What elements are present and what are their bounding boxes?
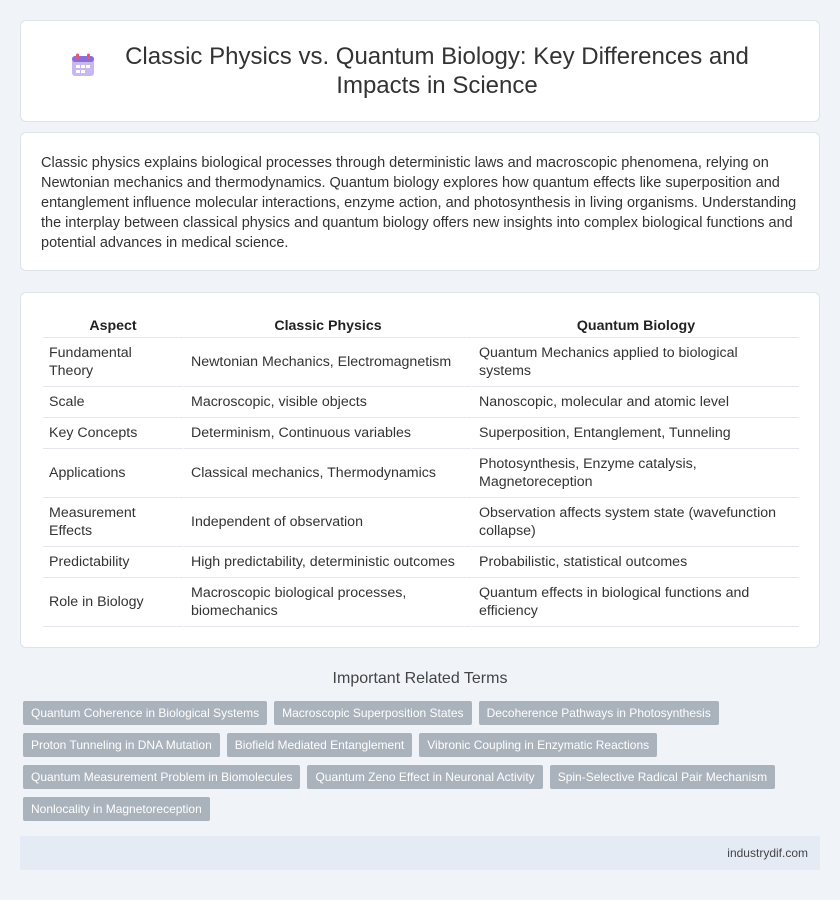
table-cell: Determinism, Continuous variables [183, 418, 471, 449]
intro-paragraph: Classic physics explains biological processes through deterministic laws and macroscopic phenomena, relying on Newtonian mechanics and thermodynamics. Quantum biology explores how quantum effects like superposition and entanglement influence molecular interactions, enzyme action, and photosynthesis in living organisms. Understanding the interplay between classical physics and quantum biology offers new insights into complex biological functions and potential advances in medical science. [41, 155, 797, 251]
table-cell: High predictability, deterministic outcomes [183, 547, 471, 578]
table-cell: Fundamental Theory [43, 338, 183, 387]
footer [20, 836, 820, 870]
calendar-icon [70, 52, 96, 78]
related-term-tag[interactable]: Biofield Mediated Entanglement [227, 733, 412, 757]
table-header-row [43, 313, 799, 338]
table-row [43, 338, 799, 387]
related-term-tag[interactable]: Quantum Coherence in Biological Systems [23, 701, 267, 725]
related-term-tag[interactable]: Spin-Selective Radical Pair Mechanism [550, 765, 775, 789]
table-cell: Quantum Mechanics applied to biological systems [471, 338, 799, 387]
header-quantum-biology: Quantum Biology [471, 313, 799, 338]
header-aspect: Aspect [43, 313, 183, 338]
related-term-tag[interactable]: Nonlocality in Magnetoreception [23, 797, 210, 821]
table-cell: Key Concepts [43, 418, 183, 449]
table-cell: Independent of observation [183, 498, 471, 547]
table-row [43, 418, 799, 449]
table-row [43, 578, 799, 627]
table-cell: Quantum effects in biological functions and efficiency [471, 578, 799, 627]
related-term-tag[interactable]: Decoherence Pathways in Photosynthesis [479, 701, 719, 725]
table-cell: Macroscopic biological processes, biomechanics [183, 578, 471, 627]
table-cell: Classical mechanics, Thermodynamics [183, 449, 471, 498]
table-cell: Predictability [43, 547, 183, 578]
related-terms-list [23, 701, 803, 821]
related-term-tag[interactable]: Quantum Measurement Problem in Biomolecules [23, 765, 300, 789]
table-cell: Scale [43, 387, 183, 418]
table-cell: Probabilistic, statistical outcomes [471, 547, 799, 578]
comparison-table-card [20, 292, 820, 648]
header-classic-physics: Classic Physics [183, 313, 471, 338]
table-cell: Applications [43, 449, 183, 498]
related-term-tag[interactable]: Proton Tunneling in DNA Mutation [23, 733, 220, 757]
table-row [43, 547, 799, 578]
table-cell: Macroscopic, visible objects [183, 387, 471, 418]
table-cell: Photosynthesis, Enzyme catalysis, Magnetoreception [471, 449, 799, 498]
table-cell: Nanoscopic, molecular and atomic level [471, 387, 799, 418]
related-term-tag[interactable]: Vibronic Coupling in Enzymatic Reactions [419, 733, 657, 757]
table-cell: Observation affects system state (wavefunction collapse) [471, 498, 799, 547]
page-title: Classic Physics vs. Quantum Biology: Key Differences and Impacts in Science [125, 43, 749, 99]
table-row [43, 498, 799, 547]
title-card [20, 20, 820, 122]
table-row [43, 449, 799, 498]
related-terms-heading: Important Related Terms [332, 670, 508, 687]
table-cell: Measurement Effects [43, 498, 183, 547]
comparison-table [43, 313, 799, 627]
intro-card [20, 132, 820, 271]
related-term-tag[interactable]: Macroscopic Superposition States [274, 701, 471, 725]
table-row [43, 387, 799, 418]
related-term-tag[interactable]: Quantum Zeno Effect in Neuronal Activity [307, 765, 542, 789]
table-cell: Role in Biology [43, 578, 183, 627]
table-cell: Superposition, Entanglement, Tunneling [471, 418, 799, 449]
table-cell: Newtonian Mechanics, Electromagnetism [183, 338, 471, 387]
footer-site-link[interactable]: industrydif.com [727, 846, 808, 860]
